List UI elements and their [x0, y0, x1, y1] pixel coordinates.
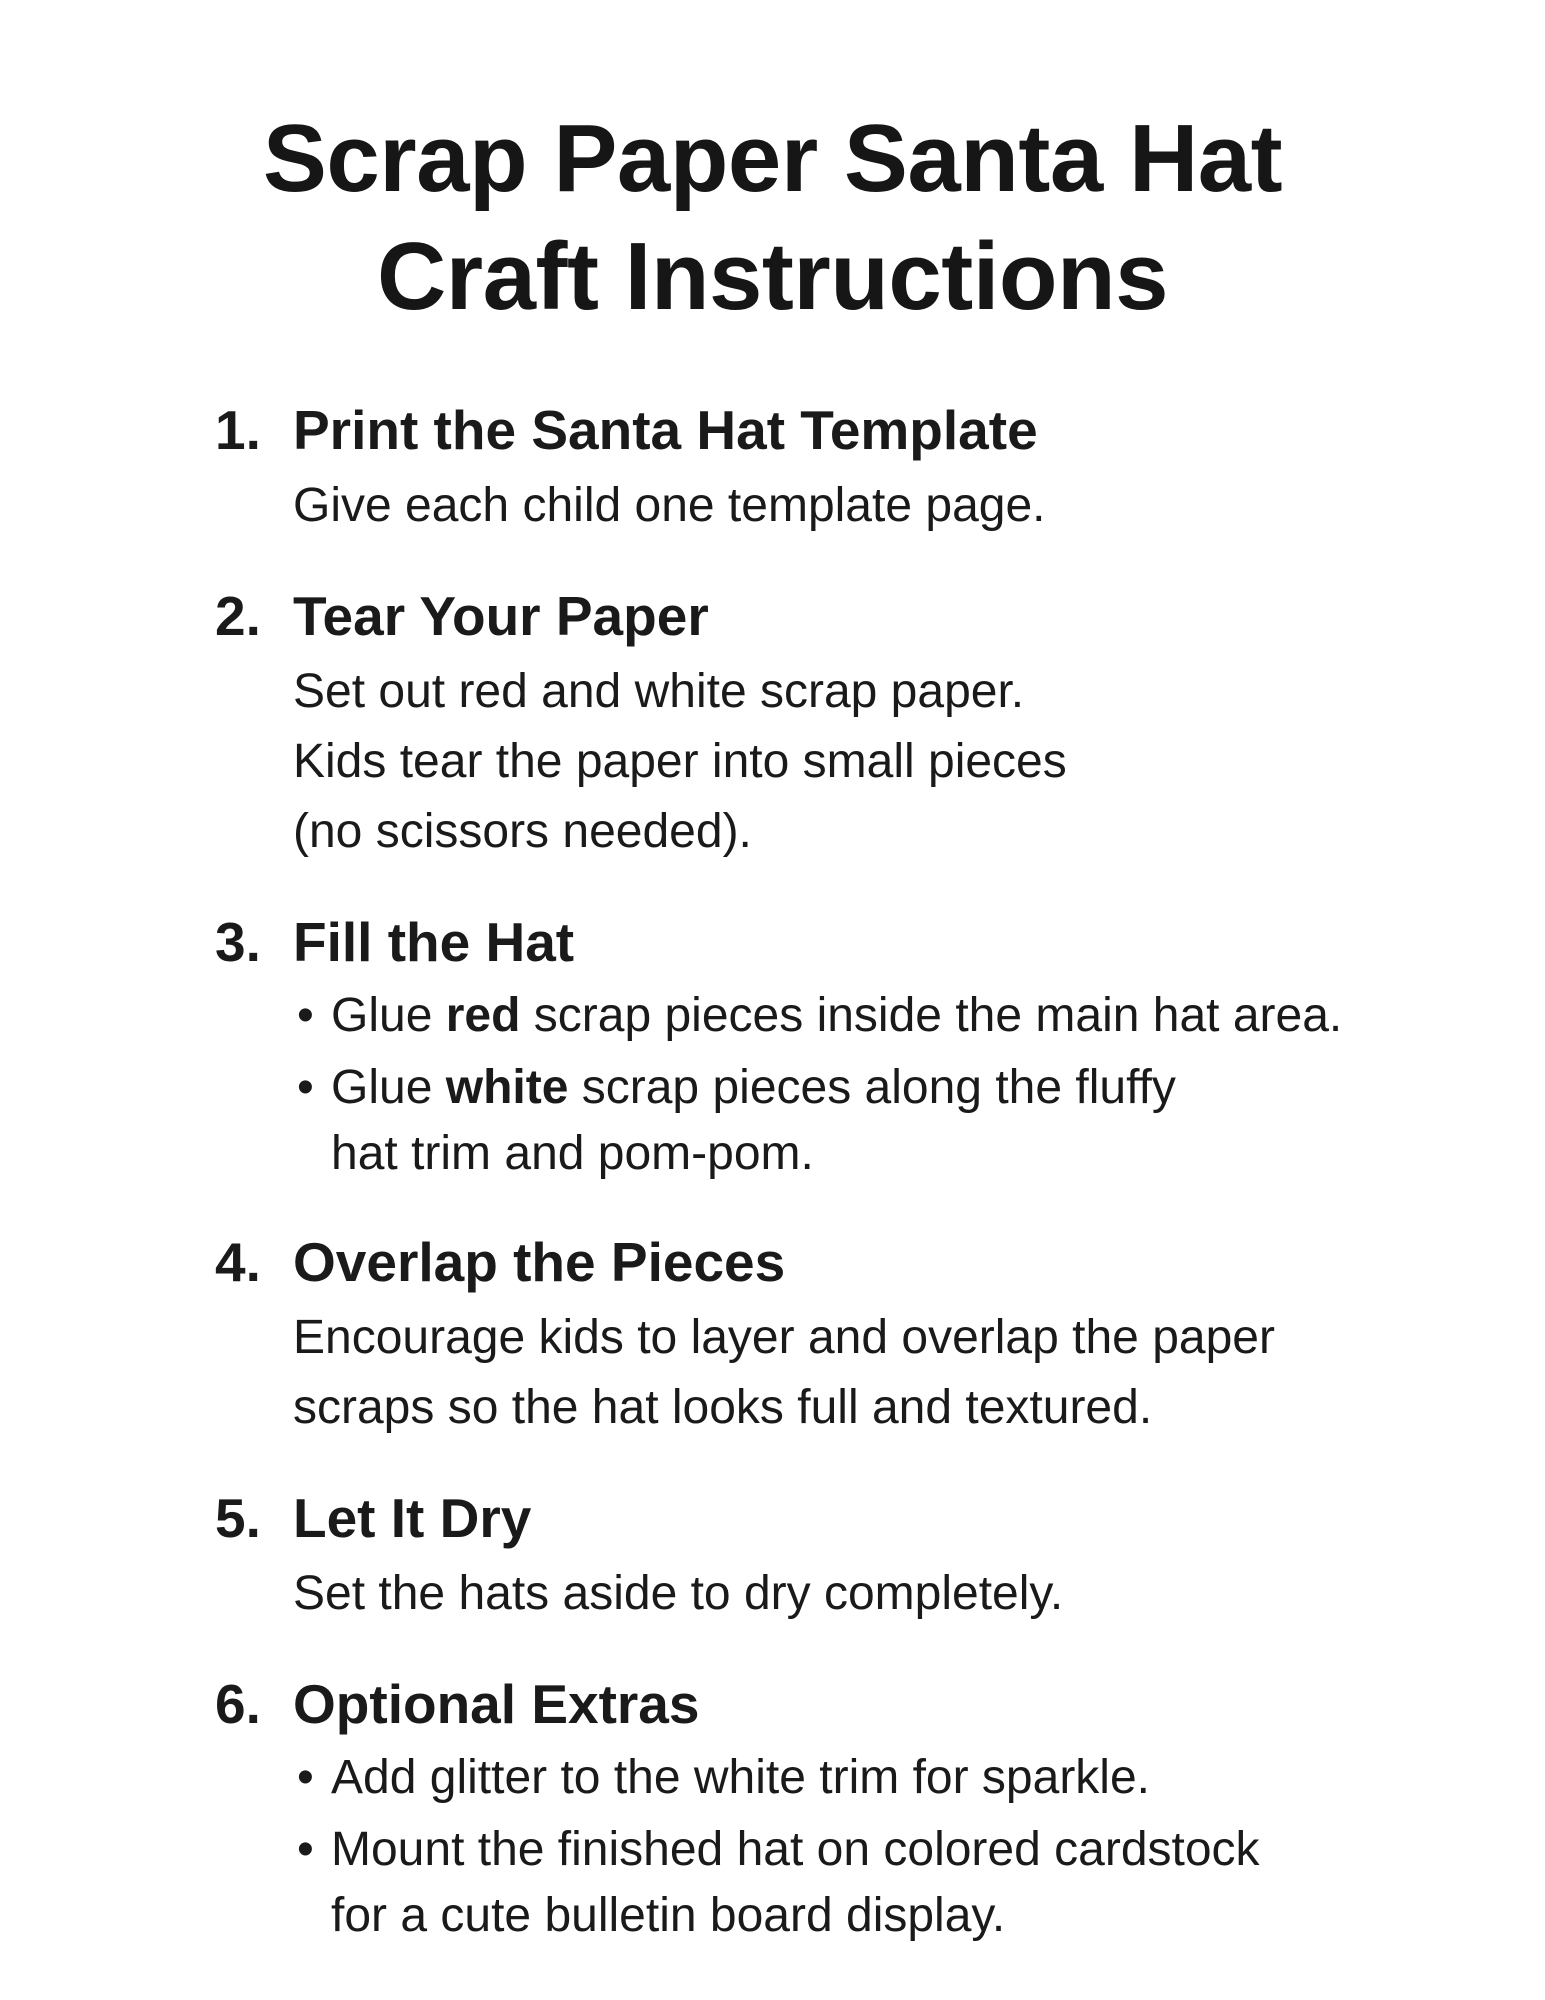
title-line-2: Craft Instructions [376, 223, 1169, 330]
step-body [293, 1303, 1445, 1443]
bullet-lead: Glue [331, 1061, 446, 1114]
bullet-continuation: for a cute bulletin board display. [331, 1889, 1006, 1942]
step-4 [215, 1227, 1445, 1443]
bullet-text [331, 1055, 1445, 1121]
step-number: 6. [215, 1673, 261, 1735]
bullet-item [293, 1055, 1445, 1187]
step-text: (no scissors needed). [293, 805, 752, 858]
step-heading: Let It Dry [293, 1487, 532, 1549]
step-number: 3. [215, 911, 261, 973]
step-body [293, 657, 1445, 867]
page-title [0, 100, 1545, 336]
step-6 [215, 1669, 1445, 1949]
step-heading: Fill the Hat [293, 911, 575, 973]
step-number: 1. [215, 399, 261, 461]
step-number: 2. [215, 585, 261, 647]
step-number: 4. [215, 1231, 261, 1293]
step-2 [215, 581, 1445, 867]
bullet-item [293, 1745, 1445, 1811]
bullet-text [331, 983, 1445, 1049]
bullet-icon: • [297, 1751, 314, 1804]
step-5 [215, 1483, 1445, 1629]
bullet-icon: • [297, 1061, 314, 1114]
bullet-emphasis: red [445, 989, 521, 1042]
step-body [293, 471, 1445, 541]
step-heading: Optional Extras [293, 1673, 700, 1735]
step-heading: Print the Santa Hat Template [293, 399, 1038, 461]
bullet-text: Mount the finished hat on colored cardstock [331, 1823, 1260, 1876]
step-number: 5. [215, 1487, 261, 1549]
step-text: Encourage kids to layer and overlap the paper [293, 1311, 1275, 1364]
step-text: Give each child one template page. [293, 479, 1046, 532]
bullet-continuation: hat trim and pom-pom. [331, 1127, 814, 1180]
bullet-list [293, 983, 1445, 1187]
step-text: Set the hats aside to dry completely. [293, 1567, 1064, 1620]
bullet-text: Add glitter to the white trim for sparkle. [331, 1751, 1150, 1804]
steps-list [215, 395, 1445, 1955]
step-text: Kids tear the paper into small pieces [293, 735, 1067, 788]
step-heading: Tear Your Paper [293, 585, 709, 647]
bullet-icon: • [297, 989, 314, 1042]
bullet-lead: Glue [331, 989, 446, 1042]
bullet-emphasis: white [445, 1061, 569, 1114]
step-3 [215, 907, 1445, 1187]
bullet-rest: scrap pieces inside the main hat area. [520, 989, 1343, 1042]
step-body [293, 1559, 1445, 1629]
bullet-item [293, 983, 1445, 1049]
title-line-1: Scrap Paper Santa Hat [262, 105, 1283, 212]
step-text: scraps so the hat looks full and textured. [293, 1381, 1153, 1434]
step-text: Set out red and white scrap paper. [293, 665, 1025, 718]
bullet-rest: scrap pieces along the fluffy [568, 1061, 1176, 1114]
step-1 [215, 395, 1445, 541]
step-heading: Overlap the Pieces [293, 1231, 786, 1293]
bullet-icon: • [297, 1823, 314, 1876]
bullet-item [293, 1817, 1445, 1949]
bullet-list [293, 1745, 1445, 1949]
